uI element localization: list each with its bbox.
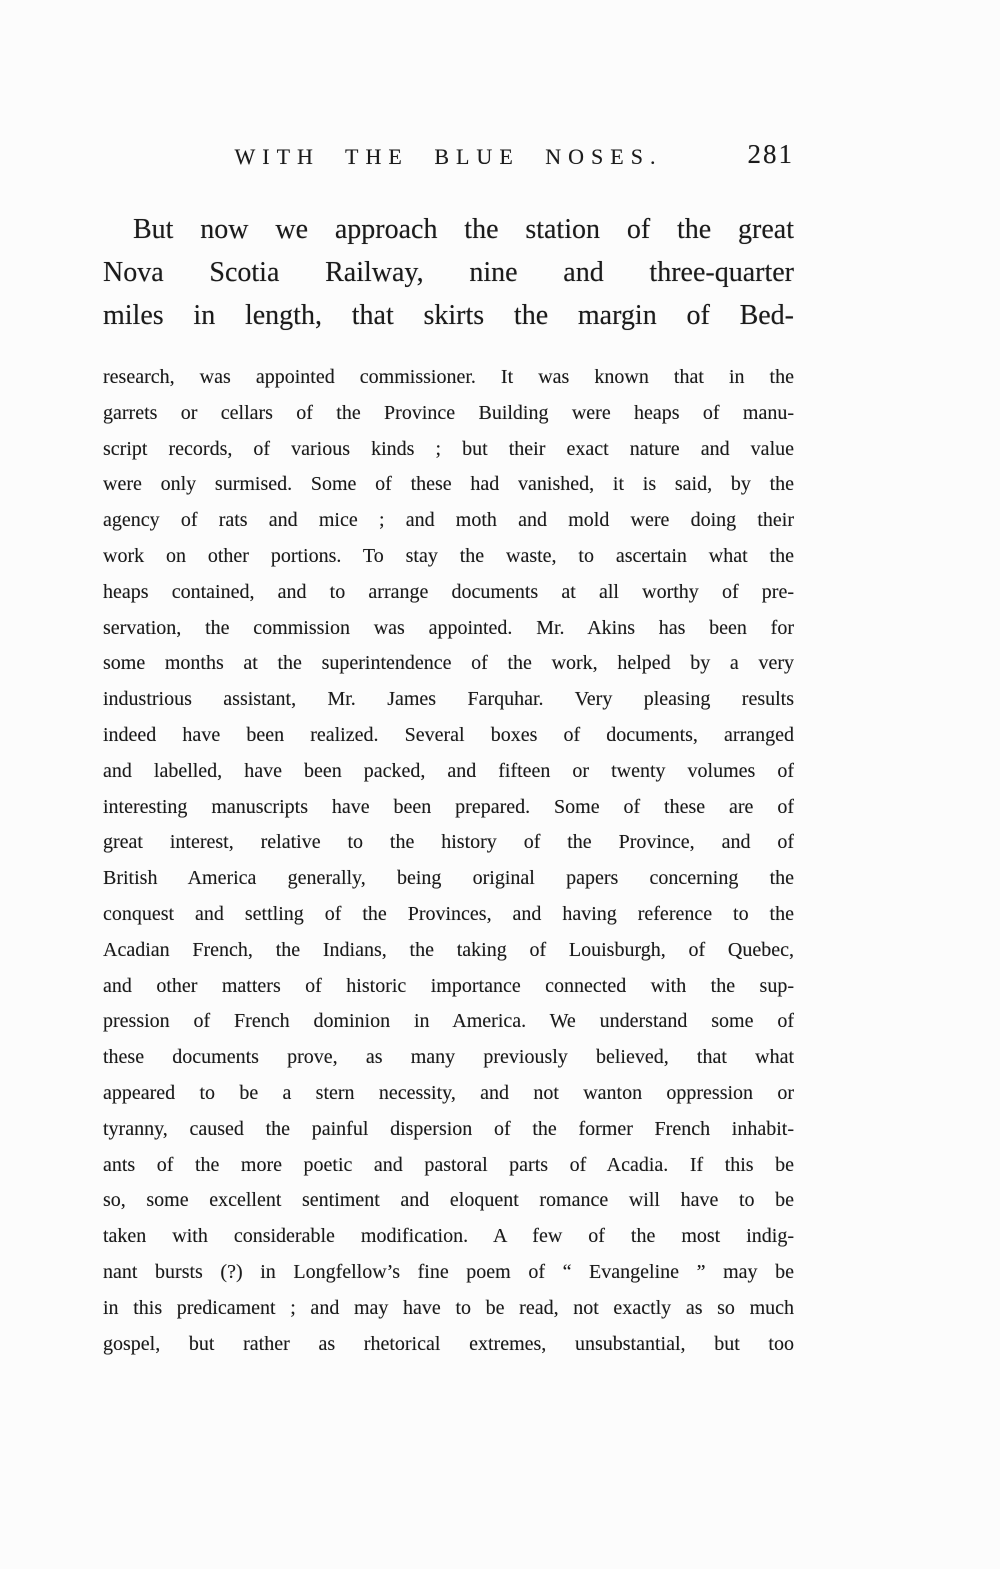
footnote-line: heaps contained, and to arrange documents at all worthy of pre- (103, 580, 794, 603)
footnote-line: taken with considerable modification. A few of the most indig- (103, 1225, 794, 1248)
footnote-line: and other matters of historic importance connected with the sup- (103, 974, 794, 997)
page-number: 281 (747, 139, 794, 169)
footnote-line: so, some excellent sentiment and eloquent romance will have to be (103, 1189, 794, 1212)
footnote-line: tyranny, caused the painful dispersion of the former French inhabit- (103, 1117, 794, 1140)
footnote-block (103, 360, 794, 1362)
footnote-line: some months at the superintendence of the work, helped by a very (103, 652, 794, 675)
footnote-line: were only surmised. Some of these had vanished, it is said, by the (103, 473, 794, 496)
footnote-line: indeed have been realized. Several boxes of documents, arranged (103, 723, 794, 746)
footnote-line: ants of the more poetic and pastoral parts of Acadia. If this be (103, 1153, 794, 1176)
footnote-line: nant bursts (?) in Longfellow’s fine poem of “ Evangeline ” may be (103, 1260, 794, 1283)
footnote-line: script records, of various kinds ; but their exact nature and value (103, 437, 794, 460)
footnote-line: agency of rats and mice ; and moth and mold were doing their (103, 509, 794, 532)
footnote-line: garrets or cellars of the Province Building were heaps of manu- (103, 401, 794, 424)
footnote-line: industrious assistant, Mr. James Farquhar. Very pleasing results (103, 688, 794, 711)
text-block (103, 139, 794, 1362)
body-text-line: Nova Scotia Railway, nine and three-quarter (103, 257, 794, 288)
footnote-line: interesting manuscripts have been prepared. Some of these are of (103, 795, 794, 818)
footnote-line: and labelled, have been packed, and fifteen or twenty volumes of (103, 759, 794, 782)
footnote-line: British America generally, being original papers concerning the (103, 867, 794, 890)
footnote-line: in this predicament ; and may have to be read, not exactly as so much (103, 1296, 794, 1319)
footnote-line: these documents prove, as many previously believed, that what (103, 1046, 794, 1069)
running-header (103, 139, 794, 178)
footnote-line: appeared to be a stern necessity, and not wanton oppression or (103, 1081, 794, 1104)
body-text-line: But now we approach the station of the great (133, 214, 794, 245)
footnote-line: great interest, relative to the history of the Province, and of (103, 831, 794, 854)
footnote-line: pression of French dominion in America. We understand some of (103, 1010, 794, 1033)
footnote-line: work on other portions. To stay the waste, to ascertain what the (103, 544, 794, 567)
footnote-line: servation, the commission was appointed. Mr. Akins has been for (103, 616, 794, 639)
body-text-line: miles in length, that skirts the margin of Bed- (103, 300, 794, 331)
footnote-line: research, was appointed commissioner. It was known that in the (103, 366, 794, 388)
body-paragraph (103, 208, 794, 337)
footnote-line: gospel, but rather as rhetorical extremes, unsubstantial, but too (103, 1332, 794, 1355)
page-title: WITH THE BLUE NOSES. (234, 144, 663, 169)
footnote-line: conquest and settling of the Provinces, and having reference to the (103, 902, 794, 925)
footnote-line: Acadian French, the Indians, the taking of Louisburgh, of Quebec, (103, 938, 794, 961)
